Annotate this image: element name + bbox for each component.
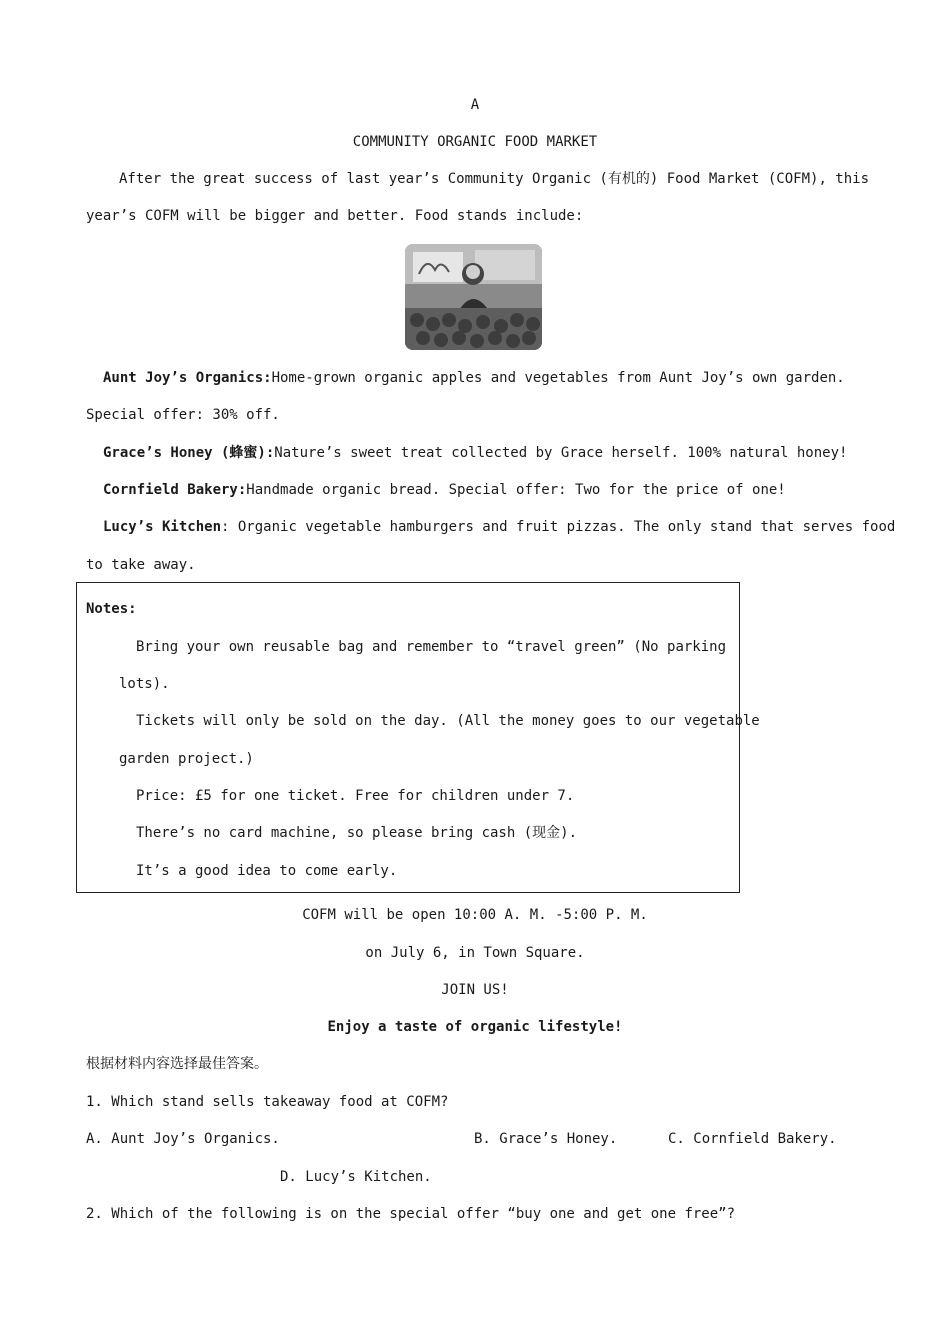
intro-line-2: year’s COFM will be bigger and better. Food stands include: [86,208,584,224]
stand-name: Lucy’s Kitchen [103,519,222,535]
stand-grace-honey [103,443,847,463]
question-1: 1. Which stand sells takeaway food at COFM? [86,1094,449,1110]
page-title: COMMUNITY ORGANIC FOOD MARKET [352,134,598,150]
open-time: COFM will be open 10:00 A. M. -5:00 P. M. [302,907,648,923]
note-item: Tickets will only be sold on the day. (All the money goes to our vegetable [136,713,760,729]
stand-description: Nature’s sweet treat collected by Grace herself. 100% natural honey! [274,445,848,461]
market-stand-image [405,244,542,350]
q1-option-d: D. Lucy’s Kitchen. [280,1169,432,1185]
question-instruction: 根据材料内容选择最佳答案。 [86,1056,268,1072]
stand-name: Grace’s Honey (蜂蜜): [103,445,275,461]
date-place: on July 6, in Town Square. [365,945,585,961]
note-item: Price: £5 for one ticket. Free for children under 7. [136,788,575,804]
section-letter: A [470,97,480,113]
market-stand-photo [405,244,542,350]
stand-description: Handmade organic bread. Special offer: Two for the price of one! [246,482,786,498]
stand-cornfield-bakery [103,480,786,500]
note-item: lots). [119,676,170,692]
note-item: Bring your own reusable bag and remember to “travel green” (No parking [136,639,727,655]
note-item: garden project.) [119,751,254,767]
stand-aunt-joy-offer: Special offer: 30% off. [86,407,280,423]
join-us: JOIN US! [441,982,509,998]
q1-option-b: B. Grace’s Honey. [474,1131,618,1147]
stand-description: : Organic vegetable hamburgers and fruit pizzas. The only stand that serves food [221,519,896,535]
q1-option-a: A. Aunt Joy’s Organics. [86,1131,280,1147]
stand-lucy-kitchen-cont: to take away. [86,557,196,573]
stand-aunt-joy [103,368,845,388]
notes-box [76,582,740,893]
note-item: It’s a good idea to come early. [136,863,398,879]
slogan: Enjoy a taste of organic lifestyle! [327,1019,623,1035]
stand-name: Aunt Joy’s Organics: [103,370,272,386]
note-item: There’s no card machine, so please bring cash (现金). [136,825,578,841]
intro-line-1: After the great success of last year’s Community Organic (有机的) Food Market (COFM), this [119,171,870,187]
stand-description: Home-grown organic apples and vegetables from Aunt Joy’s own garden. [271,370,845,386]
question-2: 2. Which of the following is on the special offer “buy one and get one free”? [86,1206,736,1222]
stand-lucy-kitchen [103,517,895,537]
notes-heading: Notes: [86,601,137,617]
q1-option-c: C. Cornfield Bakery. [668,1131,837,1147]
stand-name: Cornfield Bakery: [103,482,247,498]
